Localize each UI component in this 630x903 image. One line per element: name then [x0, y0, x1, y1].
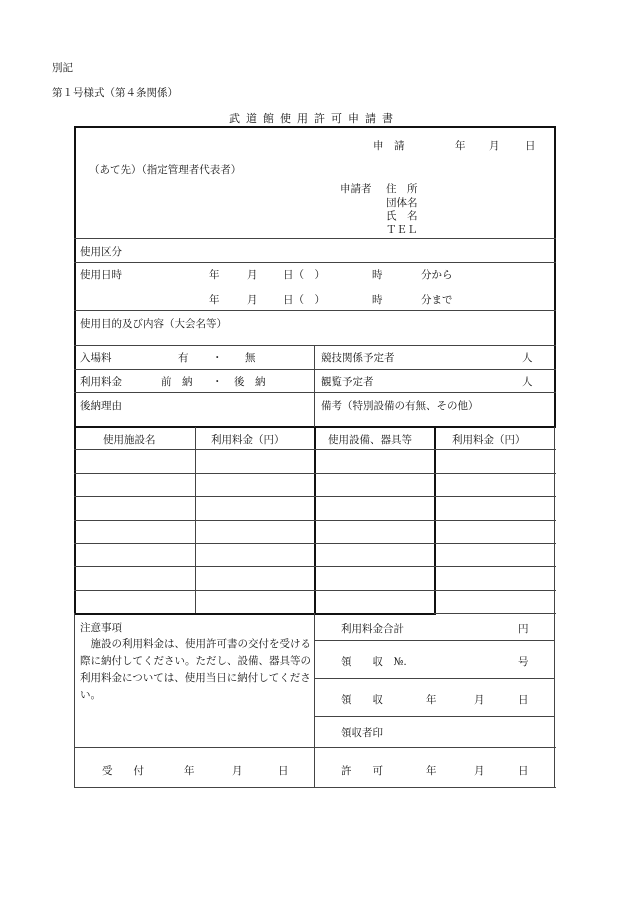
- appendix-label: 別記: [52, 62, 73, 74]
- athletes-unit: 人: [522, 352, 533, 364]
- postpay-label: 後 納: [234, 376, 266, 388]
- reception-month-label: 月: [232, 765, 243, 777]
- start-minute-label: 分から: [421, 269, 453, 281]
- end-hour-label: 時: [372, 294, 383, 306]
- reception-label: 受 付: [102, 765, 144, 777]
- receiver-seal-label: 領収者印: [341, 727, 383, 739]
- form-number: 第１号様式（第４条関係）: [52, 87, 178, 99]
- end-year-label: 年: [209, 294, 220, 306]
- address-label: 住 所: [386, 183, 418, 195]
- usage-datetime-label: 使用日時: [80, 269, 122, 281]
- entry-fee-dot: ・: [212, 352, 223, 364]
- start-month-label: 月: [247, 269, 258, 281]
- usage-category-label: 使用区分: [80, 246, 122, 258]
- payment-dot: ・: [212, 376, 223, 388]
- remarks-label: 備考（特別設備の有無、その他）: [321, 400, 479, 412]
- usage-fee-label: 利用料金: [80, 376, 122, 388]
- end-day-label: 日（ ）: [283, 294, 325, 306]
- start-year-label: 年: [209, 269, 220, 281]
- yen-unit: 円: [518, 623, 529, 635]
- spectators-label: 観覧予定者: [321, 376, 374, 388]
- end-minute-label: 分まで: [421, 294, 453, 306]
- application-year-label: 年: [455, 140, 466, 152]
- receipt-date-label: 領 収: [341, 694, 383, 706]
- prepay-label: 前 納: [161, 376, 193, 388]
- addressee-label: （あて先）（指定管理者代表者）: [89, 164, 242, 176]
- athletes-label: 競技関係予定者: [321, 352, 395, 364]
- equipment-fee-header: 利用料金（円）: [452, 434, 526, 446]
- permission-year-label: 年: [426, 765, 437, 777]
- entry-fee-no: 無: [245, 352, 256, 364]
- reception-day-label: 日: [278, 765, 289, 777]
- start-day-label: 日（ ）: [283, 269, 325, 281]
- tel-label: ＴＥＬ: [386, 224, 418, 236]
- application-month-label: 月: [489, 140, 500, 152]
- receipt-year-label: 年: [426, 694, 437, 706]
- notes-title: 注意事項: [80, 622, 122, 634]
- usage-purpose-label: 使用目的及び内容（大会名等）: [80, 318, 227, 330]
- receipt-number-unit: 号: [518, 656, 529, 668]
- form-title: 武道館使用許可申請書: [229, 112, 399, 125]
- start-hour-label: 時: [372, 269, 383, 281]
- postpay-reason-label: 後納理由: [80, 400, 122, 412]
- receipt-month-label: 月: [474, 694, 485, 706]
- applicant-name-label: 氏 名: [386, 210, 418, 222]
- permission-month-label: 月: [474, 765, 485, 777]
- reception-year-label: 年: [184, 765, 195, 777]
- entry-fee-yes: 有: [178, 352, 189, 364]
- permission-label: 許 可: [341, 765, 383, 777]
- applicant-label: 申請者: [340, 183, 372, 195]
- facility-name-header: 使用施設名: [103, 434, 156, 446]
- end-month-label: 月: [247, 294, 258, 306]
- entry-fee-label: 入場料: [80, 352, 112, 364]
- fee-total-label: 利用料金合計: [341, 623, 404, 635]
- application-day-label: 日: [525, 140, 536, 152]
- spectators-unit: 人: [522, 376, 533, 388]
- equipment-header: 使用設備、器具等: [328, 434, 412, 446]
- permission-day-label: 日: [518, 765, 529, 777]
- group-name-label: 団体名: [386, 197, 418, 209]
- facility-fee-header: 利用料金（円）: [211, 434, 285, 446]
- receipt-number-label: 領 収 №.: [341, 656, 407, 668]
- application-date-label: 申 請: [373, 140, 405, 152]
- notes-body: 施設の利用料金は、使用許可書の交付を受ける際に納付してください。ただし、設備、器具等の利用料金については、使用当日に納付してください。: [80, 638, 311, 701]
- receipt-day-label: 日: [518, 694, 529, 706]
